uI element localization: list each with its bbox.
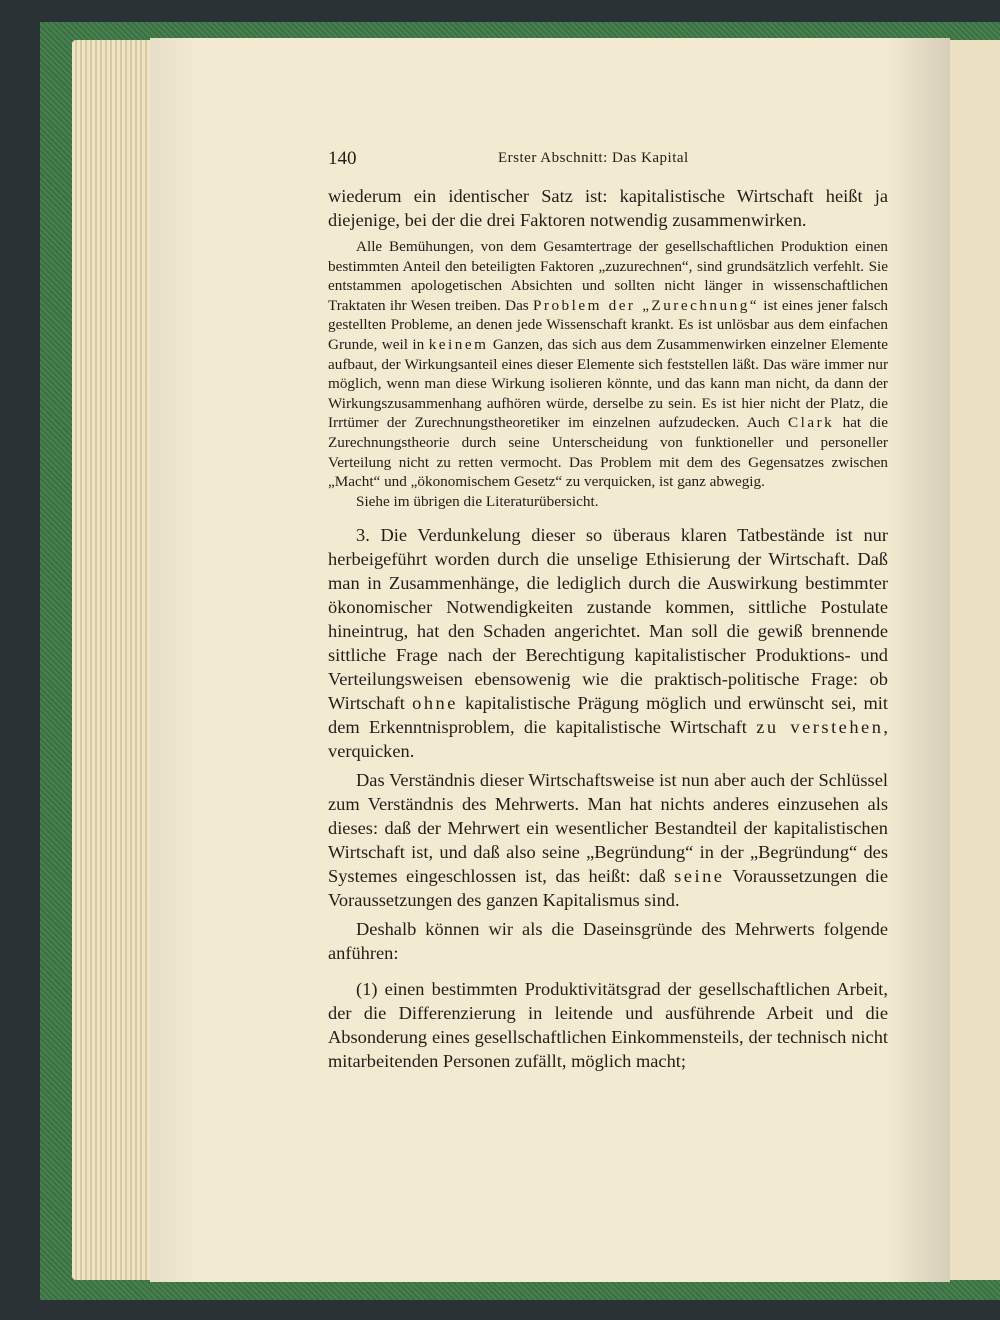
p3-text-e: , verquicken. <box>328 717 889 762</box>
note-text-c: ist eines jener falsch gestellten Probleme, an denen jede Wissenschaft krankt. Es ist unlösbar aus dem einfachen Grunde, weil in <box>328 296 889 353</box>
small-print-note <box>328 237 888 511</box>
p3-text-a: 3. Die Verdunkelung dieser so überaus klaren Tatbestände ist nur herbeigeführt worden durch die unselige Ethisierung der Wirtschaft. Daß man in Zusammenhänge, die lediglich durch die Auswirkung bestimmter ökonomischer Notwendigkeiten zustande kommen, sittliche Postulate hineintrug, hat den Schaden angerichtet. Man soll die gewiß brennende sittliche Frage nach der Berechtigung kapitalistischer Produktions- und Verteilungsweisen ebensowenig wie die praktisch-politische Frage: ob Wirtschaft <box>328 525 888 714</box>
p3-text-c: kapitalistische Prägung möglich und erwünscht sei, mit dem Erkenntnisproblem, die kapitalistische Wirtschaft <box>328 693 888 738</box>
note-reference: Siehe im übrigen die Literaturübersicht. <box>356 492 599 510</box>
note-paragraph <box>328 237 888 492</box>
paragraph-4 <box>328 768 888 912</box>
next-page-edge <box>948 40 1000 1280</box>
list-item-1: (1) einen bestimmten Produktivitätsgrad der gesellschaftlichen Arbeit, der die Differenzierung in leitende und ausführende Arbeit und die Absonderung eines gesellschaftlichen Einkommensteils, der technisch nicht mitarbeitenden Personen zufällt, möglich macht; <box>328 979 888 1072</box>
chapter-title: Erster Abschnitt: Das Kapital <box>498 150 689 166</box>
paragraph-3 <box>328 523 888 763</box>
note-text-g: hat die Zurechnungstheorie durch seine Unterscheidung von funktioneller und personeller Verteilung nicht zu retten vermocht. Das Problem mit dem des Gegensatzes zwischen „Macht“ und „ökonomischem Gesetz“ zu verquicken, ist ganz abwegig. <box>328 414 889 491</box>
page-text <box>328 140 888 1073</box>
running-head <box>328 140 888 176</box>
note-text-a: Alle Bemühungen, von dem Gesamtertrage der gesellschaftlichen Produktion einen bestimmten Anteil den beteiligten Faktoren „zuzurechnen“, sind grundsätzlich verfehlt. Sie entstammen apologetischen Absichten und sollten nicht länger in wissenschaftlichen Traktaten ihr Wesen treiben. Das <box>328 238 888 314</box>
p4-emphasis-seine: seine <box>674 866 725 887</box>
p4-text-a: Das Verständnis dieser Wirtschaftsweise ist nun aber auch der Schlüssel zum Verständnis des Mehrwerts. Man hat nichts anderes einzusehen als dieses: daß der Mehrwert ein wesentlicher Bestandteil der kapitalistischen Wirtschaft ist, und daß also seine „Begründung“ in der „Begründung“ des Systemes eingeschlossen ist, das heißt: daß <box>328 770 888 887</box>
p3-emphasis-zu-verstehen: zu verstehen <box>756 717 884 738</box>
page-edges <box>72 40 152 1280</box>
note-emphasis-clark: Clark <box>788 414 835 432</box>
note-emphasis-keinem: keinem <box>428 335 489 353</box>
paragraph-5: Deshalb können wir als die Daseinsgründe des Mehrwerts folgende anführen: <box>328 919 888 964</box>
p3-emphasis-ohne: ohne <box>412 693 458 714</box>
note-text-e: Ganzen, das sich aus dem Zusammenwirken einzelner Elemente aufbaut, der Wirkungsanteil eines dieser Elemente sich feststellen läßt. Das wäre immer nur möglich, wenn man diese Wirkung isolieren könnte, und das kann man nicht, da dann der Wirkungszusammenhang aufhören würde, derselbe zu sein. Es ist hier nicht der Platz, die Irrtümer der Zurechnungstheoretiker im einzelnen aufzudecken. Auch <box>328 335 889 432</box>
paragraph-continued: wiederum ein identischer Satz ist: kapitalistische Wirtschaft heißt ja diejenige, bei der die drei Faktoren notwendig zusammenwirken. <box>328 186 888 230</box>
page-number: 140 <box>328 148 357 169</box>
p4-text-c: Voraussetzungen die Voraussetzungen des ganzen Kapitalismus sind. <box>328 866 888 911</box>
note-emphasis-problem: Problem der „Zurechnung“ <box>532 296 760 314</box>
